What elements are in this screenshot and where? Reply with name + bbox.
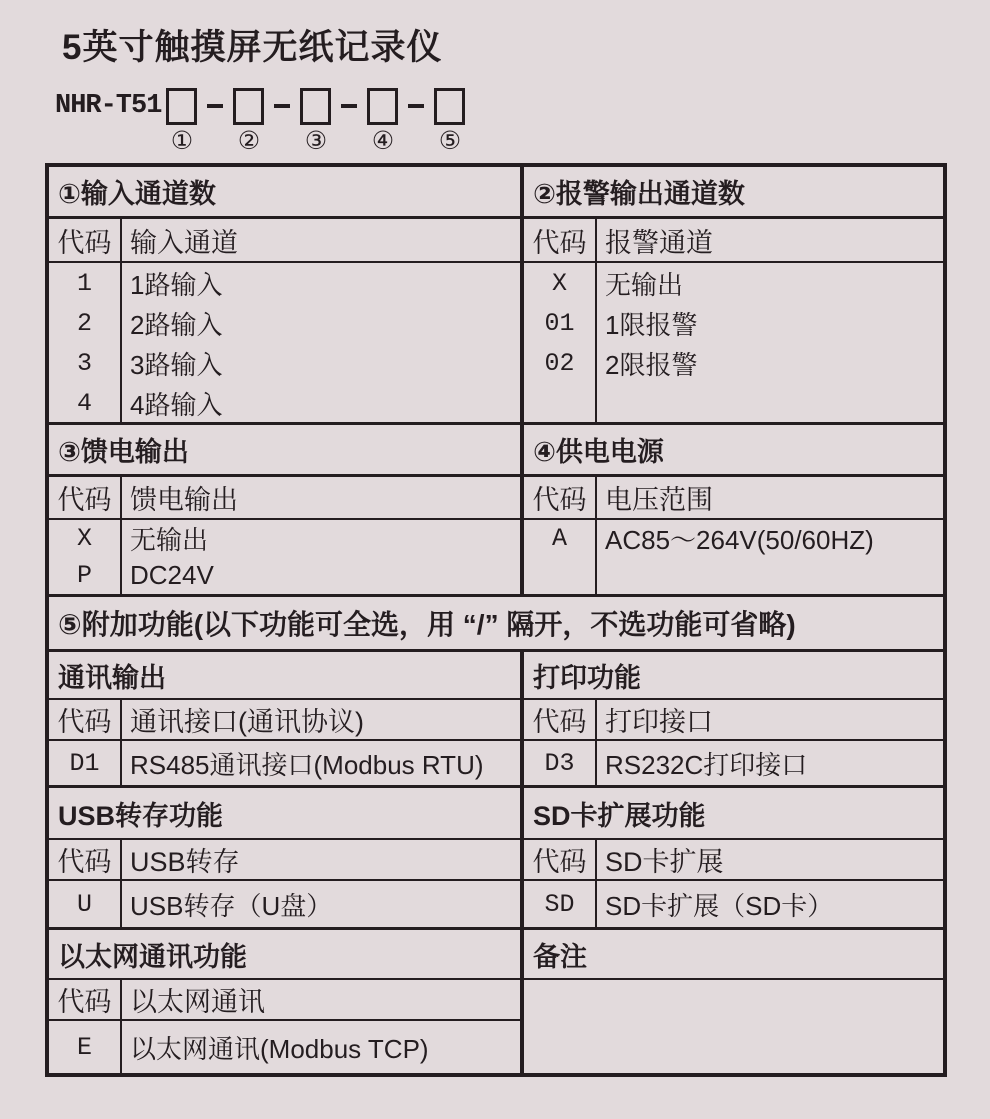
position-mark-3: ③: [304, 127, 328, 155]
data-rows: [524, 263, 943, 422]
value-column: [597, 520, 943, 594]
code-column-header: 代码: [524, 219, 597, 261]
value-cell: SD卡扩展（SD卡）: [605, 890, 834, 921]
value-column-header: 打印接口: [605, 707, 713, 737]
value-column: [597, 741, 943, 785]
value-cell: 以太网通讯(Modbus TCP): [130, 1033, 429, 1064]
data-rows: [49, 741, 520, 785]
model-code-line: [55, 86, 465, 126]
code-column-header: 代码: [49, 840, 122, 879]
code-cell: 4: [76, 388, 92, 418]
value-cell: 4路输入: [130, 389, 223, 420]
column-header-row: [49, 840, 520, 881]
code-cell: D3: [544, 748, 575, 778]
data-rows: [49, 1021, 520, 1073]
data-rows: [49, 263, 520, 422]
data-rows: [49, 881, 520, 927]
value-column-header: USB转存: [130, 847, 240, 877]
column-header-row: [49, 700, 520, 741]
code-cell: 3: [76, 348, 92, 378]
code-cell: P: [76, 561, 92, 590]
remarks-empty-cell: [524, 980, 943, 1073]
section-title: ③馈电输出: [49, 425, 520, 477]
dash-separator-3: [341, 104, 357, 108]
code-column: [49, 520, 122, 594]
code-column: [49, 1021, 122, 1073]
band-usb-sd: [49, 788, 943, 930]
band-input-alarm: [49, 167, 943, 425]
value-cell: RS485通讯接口(Modbus RTU): [130, 749, 484, 780]
page-title: 5英寸触摸屏无纸记录仪: [62, 28, 443, 67]
code-column-header: 代码: [49, 980, 122, 1019]
position-mark-4: ④: [371, 127, 395, 155]
code-column-header: 代码: [49, 700, 122, 739]
band-feed-power: [49, 425, 943, 597]
code-cell: 2: [76, 308, 92, 338]
additional-functions-banner: ⑤附加功能(以下功能可全选，用 “/” 隔开，不选功能可省略): [49, 597, 943, 652]
value-cell: 无输出: [605, 269, 684, 300]
value-column: [122, 741, 520, 785]
column-header-row: [524, 840, 943, 881]
column-header-row: [49, 980, 520, 1021]
section-usb-transfer: [49, 788, 524, 927]
model-box-4: [367, 88, 398, 125]
value-cell: RS232C打印接口: [605, 749, 808, 780]
column-header-row: [49, 219, 520, 263]
column-header-row: [49, 477, 520, 520]
position-mark-2: ②: [237, 127, 261, 155]
section-power-supply: [524, 425, 943, 594]
value-cell: 2限报警: [605, 349, 698, 380]
model-box-1: [166, 88, 197, 125]
code-cell: X: [76, 524, 92, 553]
value-cell: AC85～264V(50/60HZ): [605, 525, 874, 555]
code-column: [524, 741, 597, 785]
code-cell: SD: [544, 889, 575, 919]
value-cell: 1路输入: [130, 269, 223, 300]
section-title: 通讯输出: [49, 652, 520, 700]
position-marks-row: [55, 126, 501, 156]
code-cell: D1: [69, 748, 100, 778]
section-print-function: [524, 652, 943, 785]
model-prefix: NHR-T51: [55, 91, 162, 121]
section-title: 打印功能: [524, 652, 943, 700]
code-cell: 02: [544, 348, 575, 378]
section-feed-output: [49, 425, 524, 594]
data-rows: [524, 881, 943, 927]
band-ethernet-remarks: [49, 930, 943, 1073]
value-column-header: 输入通道: [130, 227, 238, 258]
value-column-header: 以太网通讯: [130, 987, 265, 1017]
value-column-header: 馈电输出: [130, 485, 238, 515]
code-column: [524, 520, 597, 594]
code-column: [49, 881, 122, 927]
value-cell: 1限报警: [605, 309, 698, 340]
code-cell: 1: [76, 268, 92, 298]
section-title: ④供电电源: [524, 425, 943, 477]
value-cell: 无输出: [130, 525, 209, 555]
code-column: [49, 741, 122, 785]
dash-separator-1: [207, 104, 223, 108]
code-column: [524, 881, 597, 927]
position-mark-1: ①: [170, 127, 194, 155]
position-mark-5: ⑤: [438, 127, 462, 155]
column-header-row: [524, 219, 943, 263]
band-comm-print: [49, 652, 943, 788]
section-title: 以太网通讯功能: [49, 930, 520, 980]
value-column: [122, 881, 520, 927]
code-column: [524, 263, 597, 422]
section-comm-output: [49, 652, 524, 785]
data-rows: [524, 520, 943, 594]
code-cell: E: [76, 1032, 92, 1062]
section-title: USB转存功能: [49, 788, 520, 840]
value-column: [122, 1021, 520, 1073]
section-title: ②报警输出通道数: [524, 167, 943, 219]
data-rows: [49, 520, 520, 594]
code-cell: 01: [544, 308, 575, 338]
model-box-2: [233, 88, 264, 125]
code-column: [49, 263, 122, 422]
value-column-header: 通讯接口(通讯协议): [130, 707, 364, 737]
value-cell: DC24V: [130, 560, 214, 590]
column-header-row: [524, 477, 943, 520]
code-cell: A: [551, 524, 567, 553]
value-column: [122, 520, 520, 594]
code-column-header: 代码: [49, 219, 122, 261]
value-cell: 2路输入: [130, 309, 223, 340]
ordering-code-table: [45, 163, 947, 1077]
dash-separator-2: [274, 104, 290, 108]
section-input-channels: [49, 167, 524, 422]
section-remarks: [524, 930, 943, 1073]
value-cell: 3路输入: [130, 349, 223, 380]
value-column-header: 报警通道: [605, 227, 713, 258]
model-box-5: [434, 88, 465, 125]
section-alarm-channels: [524, 167, 943, 422]
code-column-header: 代码: [524, 477, 597, 518]
value-column-header: 电压范围: [605, 485, 713, 515]
code-column-header: 代码: [49, 477, 122, 518]
section-title: SD卡扩展功能: [524, 788, 943, 840]
section-sd-expansion: [524, 788, 943, 927]
section-title: ①输入通道数: [49, 167, 520, 219]
value-column: [122, 263, 520, 422]
value-cell: USB转存（U盘）: [130, 890, 333, 921]
code-cell: U: [76, 889, 92, 919]
section-title: 备注: [524, 930, 943, 980]
section-ethernet-comm: [49, 930, 524, 1073]
code-cell: X: [551, 268, 567, 298]
value-column: [597, 881, 943, 927]
code-column-header: 代码: [524, 700, 597, 739]
model-box-3: [300, 88, 331, 125]
value-column-header: SD卡扩展: [605, 847, 724, 877]
column-header-row: [524, 700, 943, 741]
code-column-header: 代码: [524, 840, 597, 879]
data-rows: [524, 741, 943, 785]
value-column: [597, 263, 943, 422]
dash-separator-4: [408, 104, 424, 108]
